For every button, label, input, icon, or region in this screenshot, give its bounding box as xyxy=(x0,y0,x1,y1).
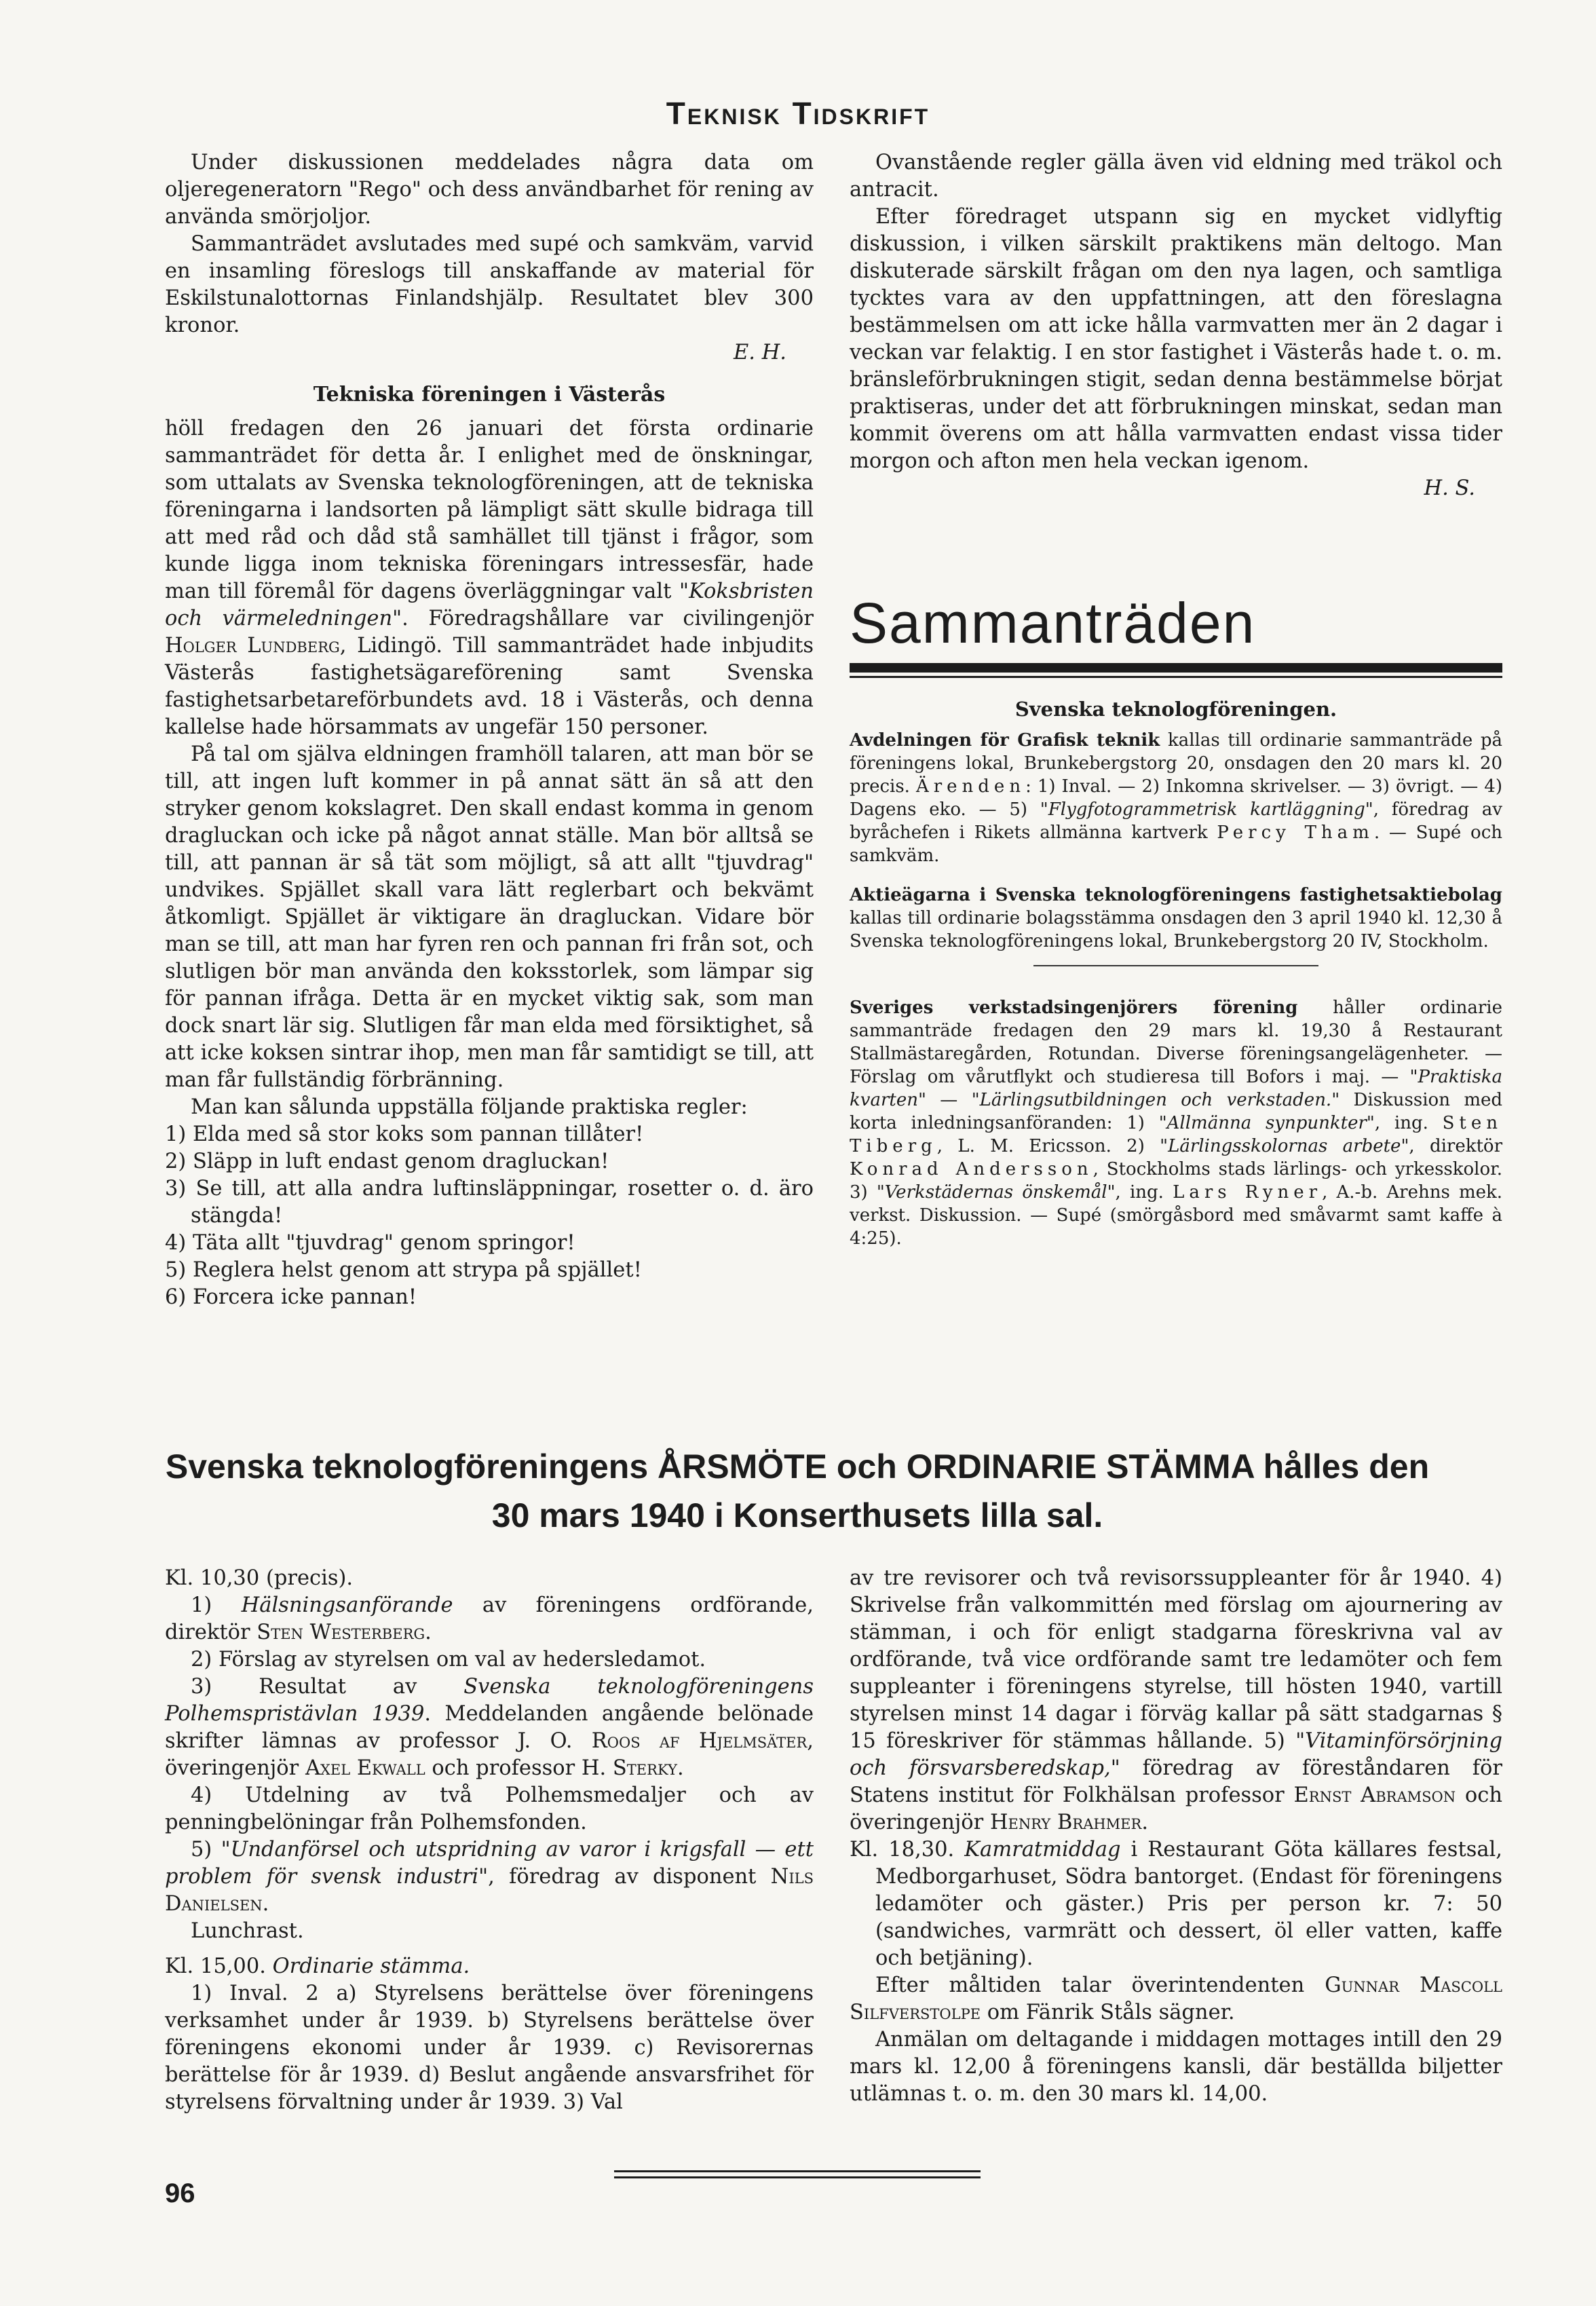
intro-paragraph: Sammanträdet avslutades med supé och samkväm, varvid en insamling föreslogs till anskaffande av material för Eskilstunalottornas Finlandshjälp. Resultatet blev 300 kronor. xyxy=(165,232,814,337)
running-head: Teknisk Tidskrift xyxy=(666,96,930,131)
article-paragraph: Efter föredraget utspann sig en mycket vidlyftig diskussion, i vilken särskilt praktikens män deltogo. Man diskuterade särskilt frågan om den nya lagen, och samtliga tycktes vara av den uppfattningen, att den föreslagna bestämmelsen om att icke hålla varmvatten mer än 2 dagar i veckan var felaktig. I en stor fastighet i Västerås hade t. o. m. bränsleförbrukningen stigit, sedan denna bestämmelse börjat praktiseras, under det att förbrukningen minskat, sedan man kommit överens om att hålla varmvatten endast vissa tider morgon och afton men hela veckan igenom. xyxy=(850,205,1502,473)
person-name: Holger Lundberg xyxy=(165,634,340,658)
left-column xyxy=(165,149,814,1311)
program-item: Efter måltiden talar överintendenten Gunnar Mascoll Silfverstolpe om Fänrik Ståls sägner. xyxy=(850,1973,1502,2024)
notice-heading: Svenska teknologföreningen. xyxy=(1014,698,1337,721)
section-title: Sammanträden xyxy=(850,591,1256,655)
right-column xyxy=(850,149,1502,502)
program-time: Kl. 18,30. Kamratmiddag i Restaurant Göta källares festsal, Medborgarhuset, Södra bantorget. (Endast för föreningens ledamöter och gäster.) Pris per person kr. 7: 50 (sandwiches, varmrätt och dessert, öl eller vatten, kaffe och betjäning). xyxy=(850,1838,1502,1970)
program-item: 1) Inval. 2 a) Styrelsens berättelse över föreningens verksamhet under år 1939. b) Styrelsens berättelse över föreningens ekonomi under år 1939. c) Revisorernas berättelse för år 1939. d) Beslut angående ansvarsfrihet för styrelsens förvaltning under år 1939. 3) Val xyxy=(165,1982,814,2114)
footer-rule xyxy=(614,2176,981,2178)
program-item: av tre revisorer och två revisorssuppleanter för år 1940. 4) Skrivelse från valkommittén med förslag om ajournering av stämman, i och för enligt stadgarna föreskrivna val av ordförande, två vice ordförande samt tre ledamöter och fem suppleanter i föreningens styrelse, till hösten 1940, vartill styrelsen minst 14 dagar i förväg kallar på sätt stadgarnas § 15 föreskriver för stämmas hållande. 5) "Vitaminförsörjning och försvarsberedskap," föredrag av föreståndaren för Statens institut för Folkhälsan professor Ernst Abramson och överingenjör Henry Brahmer. xyxy=(850,1566,1502,1834)
title-rule-thin xyxy=(850,676,1502,678)
article-paragraph: höll fredagen den 26 januari det första ordinarie sammanträdet för detta år. I enlighet med de önskningar, som uttalats av Svenska teknologföreningen, att de tekniska föreningarna i landsorten på lämpligt sätt skulle bidraga till att med råd och dåd stå samhället till tjänst i frågor, som kunde ligga inom tekniska föreningars intressesfär, hade man till föremål för dagens överläggningar valt "Koksbristen och värmeledningen". Föredragshållare var civilingenjör Holger Lundberg, Lidingö. Till sammanträdet hade inbjudits Västerås fastighetsägareförening samt Svenska fastighetsarbetareförbundets avd. 18 i Västerås, och denna kallelse hade hörsammats av ungefär 150 personer. xyxy=(165,417,814,739)
program-time: Kl. 10,30 (precis). xyxy=(165,1566,354,1590)
section-heading: Tekniska föreningen i Västerås xyxy=(313,383,666,407)
program-item: 3) Resultat av Svenska teknologföreningens Polhemspristävlan 1939. Meddelanden angående belönade skrifter lämnas av professor J. O. Roos af Hjelmsäter, överingenjör Axel Ekwall och professor H. Sterky. xyxy=(165,1675,814,1780)
program-time: Kl. 15,00. Ordinarie stämma. xyxy=(165,1954,470,1978)
program-item: 2) Förslag av styrelsen om val av hedersledamot. xyxy=(191,1648,706,1671)
rule-item: 4) Täta allt "tjuvdrag" genom springor! xyxy=(165,1231,575,1255)
program-left xyxy=(165,1565,814,2116)
article-paragraph: På tal om själva eldningen framhöll talaren, att man bör se till, att ingen luft kommer in på annat sätt än så att den stryker genom kokslagret. Den skall endast komma in genom dragluckan och icke på något annat ställe. Man bör alltså se till, att pannan är så tät som möjligt, så att allt "tjuvdrag" undvikes. Spjället skall vara lätt reglerbart och bekvämt åtkomligt. Spjället är viktigare än dragluckan. Vidare bör man se till, att man har fyren ren och pannan fri från sot, och slutligen bör man använda den koksstorlek, som lämpar sig för pannan ifråga. Detta är en mycket viktig sak, som man dock snart lär sig. Slutligen får man elda med försiktighet, så att icke koksen sintrar ihop, men man får samtidigt se till, att man får fullständig förbränning. xyxy=(165,742,814,1092)
rule-item: 3) Se till, att alla andra luftinsläppningar, rosetter o. d. äro stängda! xyxy=(165,1177,814,1228)
article-paragraph: Man kan sålunda uppställa följande praktiska regler: xyxy=(191,1095,748,1119)
signature: E. H. xyxy=(734,341,786,364)
rule-item: 2) Släpp in luft endast genom dragluckan! xyxy=(165,1150,609,1173)
program-right xyxy=(850,1565,1502,2108)
rule-item: 1) Elda med så stor koks som pannan tillåter! xyxy=(165,1122,644,1146)
notice-aktiebolag: Aktieägarna i Svenska teknologföreningens fastighetsaktiebolag kallas till ordinarie bolagsstämma onsdagen den 3 april 1940 kl. 12,30 å Svenska teknologföreningens lokal, Brunkebergstorg 20 IV, Stockholm. xyxy=(850,885,1502,951)
notice-grafisk: Avdelningen för Grafisk teknik kallas till ordinarie sammanträde på föreningens lokal, Brunkebergstorg 20, onsdagen den 20 mars kl. 20 precis. Ärenden: 1) Inval. — 2) Inkomna skrivelser. — 3) övrigt. — 4) Dagens eko. — 5) "Flygfotogrammetrisk kartläggning", föredrag av byråchefen i Rikets allmänna kartverk Percy Tham. — Supé och samkväm. xyxy=(850,730,1502,866)
lecture-title: "Koksbristen och värmeledningen" xyxy=(165,580,814,630)
program-item: 1) Hälsningsanförande av föreningens ordförande, direktör Sten Westerberg. xyxy=(165,1593,814,1644)
notice-verkstad: Sveriges verkstadsingenjörers förening håller ordinarie sammanträde fredagen den 29 mars kl. 19,30 å Restaurant Stallmästaregården, Rotundan. Diverse föreningsangelägenheter. — Förslag om vårutflykt och studieresa till Bofors i maj. — "Praktiska kvarten" — "Lärlingsutbildningen och verkstaden." Diskussion med korta inledningsanföranden: 1) "Allmänna synpunkter", ing. Sten Tiberg, L. M. Ericsson. 2) "Lärlingsskolornas arbete", direktör Konrad Andersson, Stockholms stads lärlings- och yrkesskolor. 3) "Verkstädernas önskemål", ing. Lars Ryner, A.-b. Arehns mek. verkst. Diskussion. — Supé (smörgåsbord med småvarmt samt kaffe à 4:25). xyxy=(850,998,1503,1249)
program-item: Lunchrast. xyxy=(191,1919,304,1943)
title-rule xyxy=(850,663,1502,673)
banner-line: Svenska teknologföreningens ÅRSMÖTE och ORDINARIE STÄMMA hålles den xyxy=(165,1448,1430,1486)
program-item: Anmälan om deltagande i middagen mottages intill den 29 mars kl. 12,00 å föreningens kansli, där beställda biljetter utlämnas t. o. m. den 30 mars kl. 14,00. xyxy=(850,2028,1502,2106)
article-paragraph: Ovanstående regler gälla även vid eldning med träkol och antracit. xyxy=(850,151,1502,202)
meetings-notices xyxy=(850,698,1502,1250)
banner-line: 30 mars 1940 i Konserthusets lilla sal. xyxy=(491,1496,1103,1534)
program-item: 4) Utdelning av två Polhemsmedaljer och av penningbelöningar från Polhemsfonden. xyxy=(165,1783,814,1834)
footer-rule xyxy=(614,2170,981,2172)
rule-item: 6) Forcera icke pannan! xyxy=(165,1285,417,1309)
annual-meeting-banner xyxy=(75,1442,1520,1540)
page-number: 96 xyxy=(165,2178,195,2208)
notice-divider xyxy=(1033,965,1318,966)
rule-item: 5) Reglera helst genom att strypa på spjället! xyxy=(165,1258,642,1282)
signature: H. S. xyxy=(1424,476,1475,500)
intro-paragraph: Under diskussionen meddelades några data om oljeregeneratorn "Rego" och dess användbarhet för rening av använda smörjoljor. xyxy=(165,151,814,229)
program-item: 5) "Undanförsel och utspridning av varor i krigsfall — ett problem för svensk industri", föredrag av disponent Nils Danielsen. xyxy=(165,1838,814,1916)
